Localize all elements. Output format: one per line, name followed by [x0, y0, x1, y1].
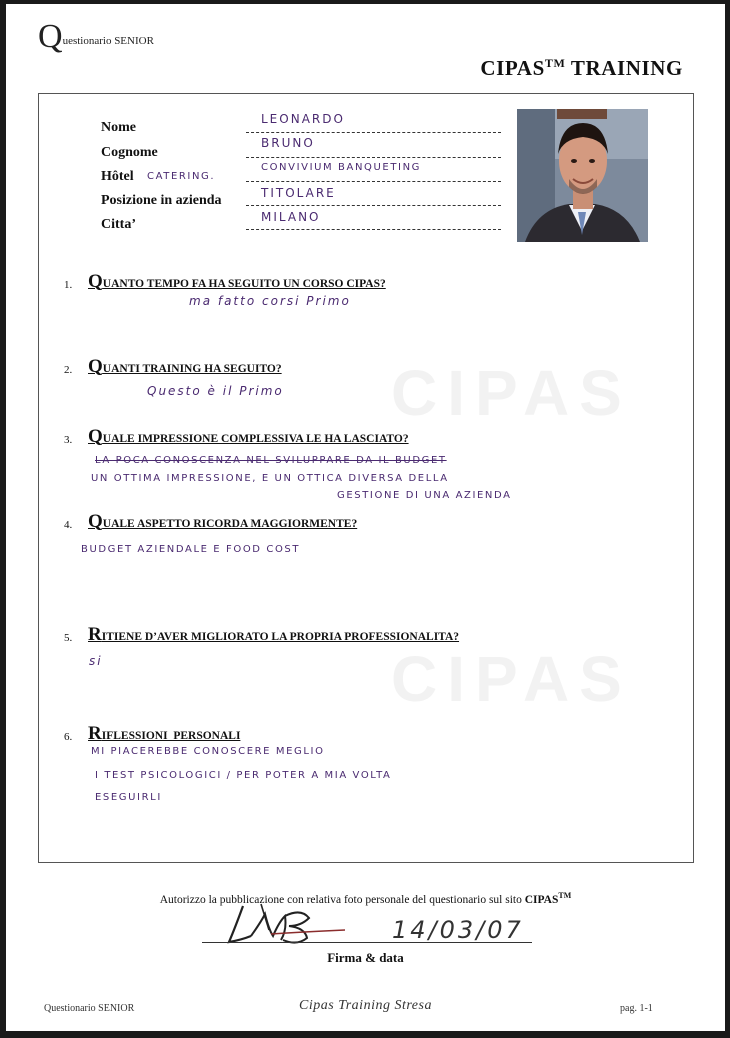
field-label-posizione: Posizione in azienda	[101, 193, 222, 208]
form-frame	[38, 93, 694, 863]
question-number: 4.	[64, 519, 73, 531]
field-line	[246, 180, 501, 182]
signature-date: 14/03/07	[392, 916, 524, 944]
answer-4: BUDGET AZIENDALE E FOOD COST	[81, 544, 301, 555]
consent-brand: CIPAS	[524, 893, 559, 906]
field-label-nome: Nome	[101, 120, 136, 135]
brand-suffix: TRAINING	[565, 56, 683, 80]
field-label-cognome: Cognome	[101, 145, 158, 160]
field-note-hotel: CATERING.	[147, 171, 216, 182]
watermark: CIPAS	[391, 643, 632, 715]
field-value-hotel: CONVIVIUM BANQUETING	[261, 162, 422, 173]
field-line	[246, 204, 501, 206]
signature-label: Firma & data	[327, 950, 404, 965]
form-title-rest: uestionario SENIOR	[62, 35, 154, 47]
field-line	[246, 228, 501, 230]
answer-3-line-1: UN OTTIMA IMPRESSIONE, E UN OTTICA DIVERSA DELLA	[91, 473, 449, 484]
answer-3-line-2: GESTIONE DI UNA AZIENDA	[337, 490, 512, 501]
field-value-citta: MILANO	[261, 210, 321, 224]
field-line	[246, 131, 501, 133]
signature-line	[202, 942, 532, 943]
question-3-text: QUALE IMPRESSIONE COMPLESSIVA LE HA LASCIATO?	[88, 426, 409, 447]
answer-6-line-2: I TEST PSICOLOGICI / PER POTER A MIA VOLTA	[95, 770, 392, 781]
form-title	[38, 18, 154, 55]
brand-name: CIPAS	[480, 56, 545, 80]
question-5-text: RITIENE D’AVER MIGLIORATO LA PROPRIA PROFESSIONALITA?	[88, 624, 460, 645]
field-value-nome: LEONARDO	[261, 112, 345, 126]
form-title-initial: Q	[38, 18, 63, 55]
question-number: 5.	[64, 632, 73, 644]
question-4-text: QUALE ASPETTO RICORDA MAGGIORMENTE?	[88, 511, 358, 532]
consent-text: Autorizzo la pubblicazione con relativa foto personale del questionario sul sito	[159, 893, 522, 906]
answer-6-line-1: MI PIACEREBBE CONOSCERE MEGLIO	[91, 746, 325, 757]
consent-trademark: TM	[558, 891, 572, 900]
field-value-posizione: TITOLARE	[261, 186, 336, 200]
watermark: CIPAS	[391, 357, 632, 429]
portrait-photo	[517, 109, 648, 242]
question-2-text: QUANTI TRAINING HA SEGUITO?	[88, 356, 282, 377]
field-label-citta: Citta’	[101, 217, 136, 232]
question-number: 2.	[64, 364, 73, 376]
questionnaire-page	[6, 4, 725, 1031]
publication-consent	[6, 891, 725, 906]
handwritten-signature	[221, 900, 351, 952]
answer-1: ma fatto corsi Primo	[189, 294, 351, 308]
field-value-cognome: BRUNO	[261, 136, 315, 150]
footer-left: Questionario SENIOR	[44, 1003, 135, 1014]
answer-6-line-3: ESEGUIRLI	[95, 792, 162, 803]
answer-2: Questo è il Primo	[147, 384, 284, 398]
footer-center: Cipas Training Stresa	[299, 998, 432, 1013]
answer-3-struck: LA POCA CONOSCENZA NEL SVILUPPARE DA IL BUDGET	[95, 455, 447, 466]
field-label-hotel: Hôtel	[101, 169, 134, 184]
question-number: 1.	[64, 279, 73, 291]
question-6-text: RIFLESSIONI PERSONALI	[88, 723, 241, 744]
field-line	[246, 156, 501, 158]
question-1-text: QUANTO TEMPO FA HA SEGUITO UN CORSO CIPAS?	[88, 271, 386, 292]
question-number: 6.	[64, 731, 73, 743]
question-number: 3.	[64, 434, 73, 446]
portrait-photo-image	[517, 109, 648, 242]
page-number: pag. 1-1	[620, 1003, 653, 1014]
brand-title	[480, 56, 683, 81]
brand-trademark: TM	[544, 56, 566, 70]
answer-5: si	[89, 654, 103, 668]
